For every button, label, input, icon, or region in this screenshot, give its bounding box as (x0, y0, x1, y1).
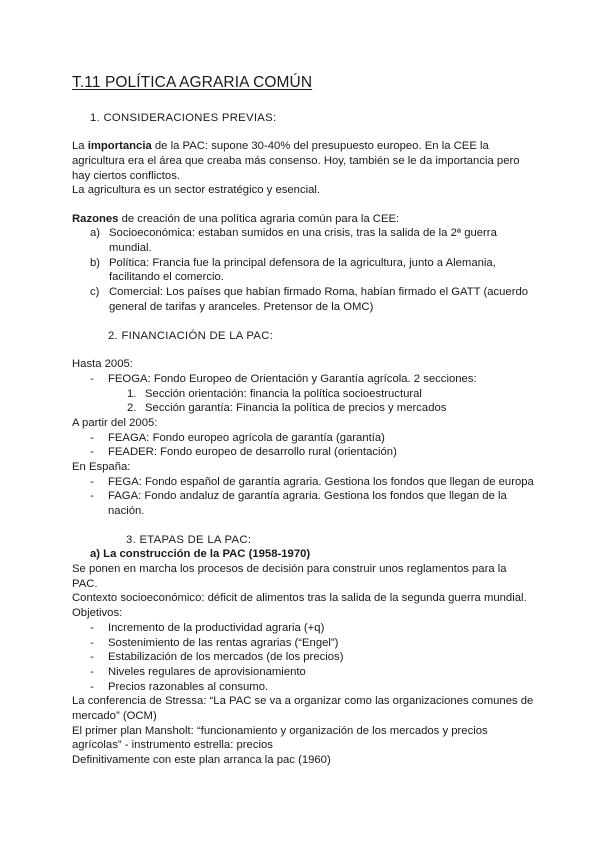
list-marker-b: b) (90, 257, 101, 269)
label-objetivos: Objetivos: (72, 607, 123, 619)
item-fega: FEGA: Fondo español de garantía agraria. Gestiona los fondos que llegan de europa (108, 476, 534, 488)
objetivo-aprovisionamiento: Niveles regulares de aprovisionamiento (108, 666, 306, 678)
paragraph-importancia-line1 (72, 139, 489, 154)
paragraph-importancia-line3: hay ciertos conflictos. (72, 170, 180, 182)
page-title: T.11 POLÍTICA AGRARIA COMÚN (72, 74, 313, 91)
dash-bullet: - (90, 681, 94, 693)
list-marker-a: a) (90, 227, 101, 239)
objetivo-precios: Precios razonables al consumo. (108, 681, 269, 693)
objetivo-estabilizacion: Estabilización de los mercados (de los precios) (108, 651, 344, 663)
label-hasta-2005: Hasta 2005: (72, 358, 133, 370)
paragraph-razones (72, 212, 399, 227)
objetivo-productividad: Incremento de la productividad agraria (+q) (108, 622, 325, 634)
item-seccion-garantia: Sección garantía: Financia la política de precios y mercados (145, 402, 447, 414)
item-faga-line1: FAGA: Fondo andaluz de garantía agraria. Gestiona los fondos que llegan de la (108, 490, 507, 502)
razon-comercial-line2: general de tarifas y aranceles. Pretensor de la OMC) (109, 301, 374, 313)
item-feader: FEADER: Fondo europeo de desarrollo rural (orientación) (108, 446, 397, 458)
number-marker-1: 1. (127, 388, 137, 400)
razon-socioeconomica-line2: mundial. (109, 242, 152, 254)
bold-importancia: importancia (87, 140, 152, 152)
label-en-espana: En España: (72, 461, 131, 473)
paragraph-mansholt-line2: agrícolas” - instrumento estrella: precios (72, 739, 273, 751)
paragraph-procesos-line2: PAC. (72, 578, 98, 590)
razon-socioeconomica-line1: Socioeconómica: estaban sumidos en una crisis, tras la salida de la 2ª guerra (109, 227, 497, 239)
number-marker-2: 2. (127, 402, 137, 414)
section-heading-etapas: 3. ETAPAS DE LA PAC: (126, 534, 252, 546)
dash-bullet: - (90, 490, 94, 502)
paragraph-sector: La agricultura es un sector estratégico y esencial. (72, 184, 321, 196)
dash-bullet: - (90, 666, 94, 678)
section-heading-consideraciones: 1. CONSIDERACIONES PREVIAS: (90, 112, 277, 124)
list-marker-c: c) (90, 286, 100, 298)
razon-comercial-line1: Comercial: Los países que habían firmado Roma, habían firmado el GATT (acuerdo (109, 286, 529, 298)
dash-bullet: - (90, 432, 94, 444)
objetivo-rentas: Sostenimiento de las rentas agrarias (“Engel”) (108, 637, 339, 649)
paragraph-stressa-line1: La conferencia de Stressa: “La PAC se va a organizar como las organizaciones comunes de (72, 695, 534, 707)
paragraph-stressa-line2: mercado” (OCM) (72, 710, 157, 722)
item-faga-line2: nación. (108, 505, 145, 517)
item-feaga: FEAGA: Fondo europeo agrícola de garantía (garantía) (108, 432, 385, 444)
subheading-construccion: a) La construcción de la PAC (1958-1970) (90, 548, 311, 560)
text-span: de creación de una política agraria común para la CEE: (118, 213, 400, 225)
dash-bullet: - (90, 622, 94, 634)
paragraph-mansholt-line1: El primer plan Mansholt: “funcionamiento y organización de los mercados y precios (72, 725, 488, 737)
dash-bullet: - (90, 373, 94, 385)
dash-bullet: - (90, 651, 94, 663)
paragraph-importancia-line2: agricultura era el área que creaba más consenso. Hoy, también se le da importancia pero (72, 155, 520, 167)
paragraph-procesos-line1: Se ponen en marcha los procesos de decisión para construir unos reglamentos para la (72, 563, 507, 575)
item-feoga: FEOGA: Fondo Europeo de Orientación y Garantía agrícola. 2 secciones: (108, 373, 477, 385)
razon-politica-line2: facilitando el comercio. (109, 271, 224, 283)
dash-bullet: - (90, 476, 94, 488)
razon-politica-line1: Política: Francia fue la principal defensora de la agricultura, junto a Alemania, (109, 257, 496, 269)
label-a-partir-2005: A partir del 2005: (72, 417, 158, 429)
paragraph-contexto: Contexto socioeconómico: déficit de alimentos tras la salida de la segunda guerra mundial. (72, 592, 527, 604)
text-span: de la PAC: supone 30-40% del presupuesto europeo. En la CEE la (151, 140, 489, 152)
bold-razones: Razones (72, 213, 119, 225)
text-span: La (72, 140, 88, 152)
item-seccion-orientacion: Sección orientación: financia la política socioestructural (145, 388, 422, 400)
dash-bullet: - (90, 446, 94, 458)
section-heading-financiacion: 2. FINANCIACIÓN DE LA PAC: (108, 330, 274, 342)
dash-bullet: - (90, 637, 94, 649)
paragraph-definitivamente: Definitivamente con este plan arranca la pac (1960) (72, 754, 331, 766)
